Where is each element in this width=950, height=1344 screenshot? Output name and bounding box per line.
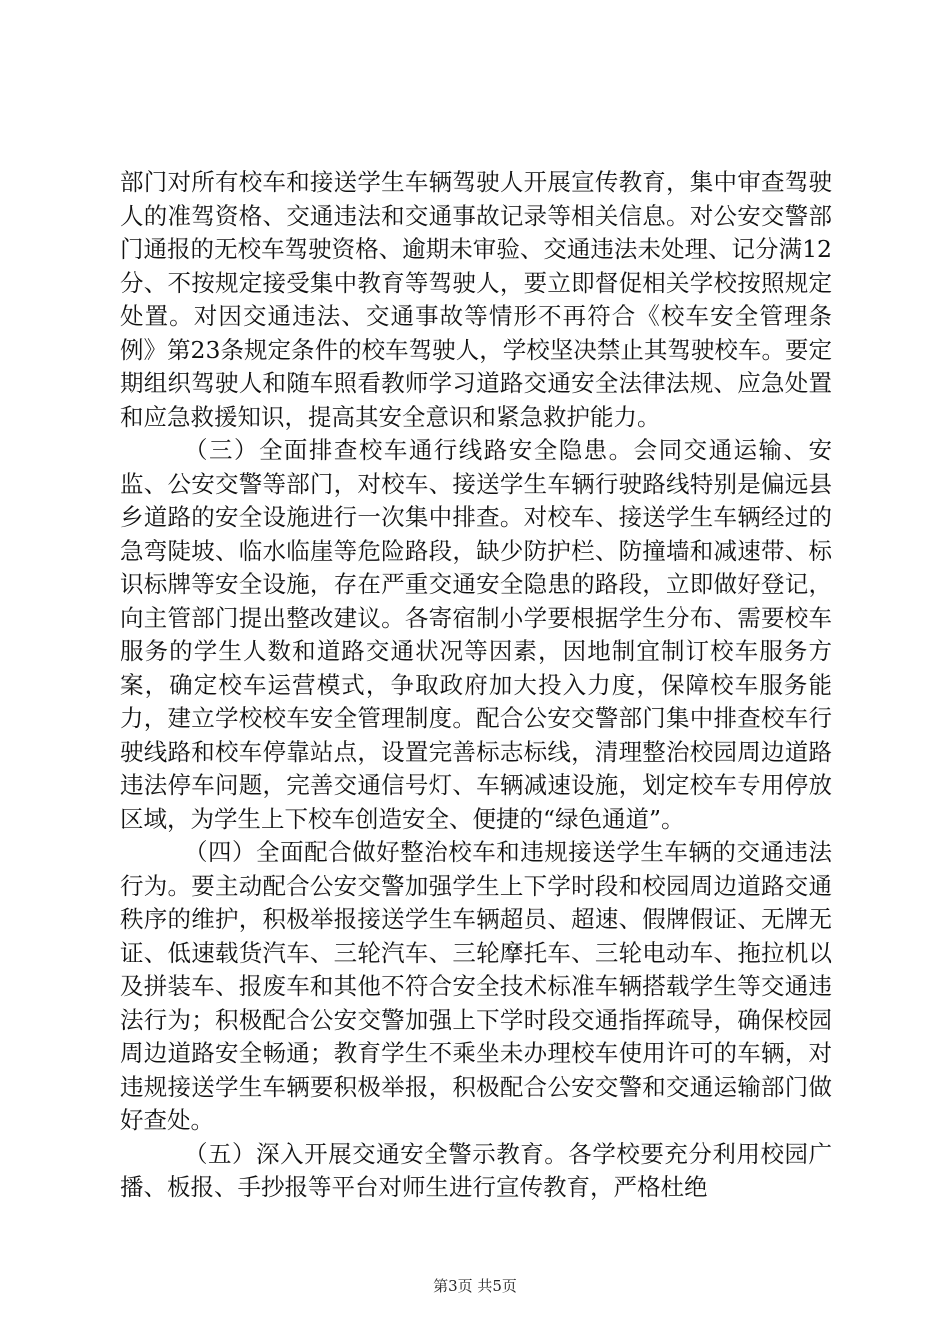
paragraph-section-4: （四）全面配合做好整治校车和违规接送学生车辆的交通违法行为。要主动配合公安交警加强学生上下学时段和校园周边道路交通秩序的维护，积极举报接送学生车辆超员、超速、假牌假证、无牌无证、低速载货汽车、三轮汽车、三轮摩托车、三轮电动车、拖拉机以及拼装车、报废车和其他不符合安全技术标准车辆搭载学生等交通违法行为；积极配合公安交警加强上下学时段交通指挥疏导，确保校园周边道路安全畅通；教育学生不乘坐未办理校车使用许可的车辆，对违规接送学生车辆要积极举报，积极配合公安交警和交通运输部门做好查处。 <box>120 838 832 1134</box>
page-number-footer: 第3页 共5页 <box>433 1277 517 1295</box>
paragraph-section-5: （五）深入开展交通安全警示教育。各学校要充分利用校园广播、板报、手抄报等平台对师生进行宣传教育，严格杜绝 <box>120 1139 832 1201</box>
paragraph-section-3: （三）全面排查校车通行线路安全隐患。会同交通运输、安监、公安交警等部门，对校车、接送学生车辆行驶路线特别是偏远县乡道路的安全设施进行一次集中排查。对校车、接送学生车辆经过的急弯陡坡、临水临崖等危险路段，缺少防护栏、防撞墙和减速带、标识标牌等安全设施，存在严重交通安全隐患的路段，立即做好登记，向主管部门提出整改建议。各寄宿制小学要根据学生分布、需要校车服务的学生人数和道路交通状况等因素，因地制宜制订校车服务方案，确定校车运营模式，争取政府加大投入力度，保障校车服务能力，建立学校校车安全管理制度。配合公安交警部门集中排查校车行驶线路和校车停靠站点，设置完善标志标线，清理整治校园周边道路违法停车问题，完善交通信号灯、车辆减速设施，划定校车专用停放区域，为学生上下校车创造安全、便捷的“绿色通道”。 <box>120 436 832 833</box>
paragraph-continuation: 部门对所有校车和接送学生车辆驾驶人开展宣传教育，集中审查驾驶人的准驾资格、交通违法和交通事故记录等相关信息。对公安交警部门通报的无校车驾驶资格、逾期未审验、交通违法未处理、记分满12分、不按规定接受集中教育等驾驶人，要立即督促相关学校按照规定处置。对因交通违法、交通事故等情形不再符合《校车安全管理条例》第23条规定条件的校车驾驶人，学校坚决禁止其驾驶校车。要定期组织驾驶人和随车照看教师学习道路交通安全法律法规、应急处置和应急救援知识，提高其安全意识和紧急救护能力。 <box>120 168 832 431</box>
document-body <box>120 166 832 1205</box>
